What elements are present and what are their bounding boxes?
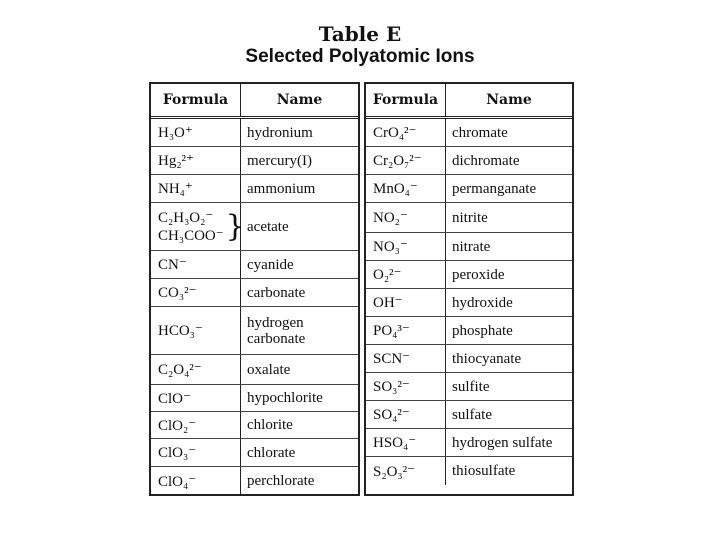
formula-cell [366,401,446,428]
formula-text: ClO⁻ [158,390,191,407]
table-row [151,203,358,251]
table-row [366,317,572,345]
name-cell: thiocyanate [452,350,522,367]
formula-text: Cr₂O₇²⁻ [373,153,422,169]
table-row [366,203,572,233]
table-row [151,147,358,175]
name-cell: mercury(I) [247,152,312,169]
formula-text: SCN⁻ [373,351,411,367]
formula-cell [151,279,241,306]
formula-cell [366,429,446,456]
formula-cell [366,261,446,288]
name-cell: dichromate [452,152,520,169]
name-cell: nitrite [452,209,488,226]
formula-text: ClO₃⁻ [158,445,197,461]
name-cell: hydronium [247,124,313,141]
table-row [151,175,358,203]
formula-text: HCO₃⁻ [158,323,203,339]
formula-header: Formula [151,84,241,116]
table-row [151,412,358,439]
table-row [366,233,572,261]
formula-text: NH₄⁺ [158,181,193,197]
table-row [366,119,572,147]
name-cell: chlorate [247,444,296,461]
table-row [151,439,358,467]
formula-text: NO₂⁻ [373,210,408,226]
name-cell: nitrate [452,238,491,255]
name-cell: hydrogen sulfate [452,434,553,451]
formula-text: CrO₄²⁻ [373,125,417,141]
formula-text: H₃O⁺ [158,125,193,141]
ions-table-right [364,82,574,496]
formula-text: MnO₄⁻ [373,181,418,197]
formula-text: ClO₄⁻ [158,473,197,490]
table-row [366,261,572,289]
formula-cell [151,385,241,411]
table-row [366,289,572,317]
table-row [151,119,358,147]
formula-text: PO₄³⁻ [373,323,410,339]
name-cell: thiosulfate [452,463,516,479]
name-cell: perchlorate [247,473,315,489]
formula-cell [366,317,446,344]
table-row [366,401,572,429]
table-row [366,147,572,175]
formula-cell [151,355,241,384]
formula-cell [366,345,446,372]
formula-text: CN⁻ [158,257,187,273]
formula-text: Hg₂²⁺ [158,153,194,169]
table-row [151,385,358,412]
formula-cell [151,175,241,202]
name-cell: hydroxide [452,294,513,311]
name-cell: cyanide [247,256,294,273]
table-title: Table E [318,22,402,46]
formula-text: C₂O₄²⁻ [158,362,202,378]
formula-cell [366,373,446,400]
formula-cell [151,439,241,466]
formula-text-alt: CH₃COO⁻ [158,227,224,244]
name-cell: peroxide [452,266,505,283]
formula-text: SO₃²⁻ [373,379,410,395]
formula-text: O₂²⁻ [373,267,402,283]
name-cell: sulfite [452,378,490,395]
ions-table-left [149,82,360,496]
formula-cell [151,412,241,438]
formula-cell [366,147,446,174]
formula-cell [151,467,241,495]
formula-text: HSO₄⁻ [373,435,417,451]
name-cell: chlorite [247,417,293,433]
table-row [151,467,358,495]
name-cell: carbonate [247,284,306,301]
header-row [366,84,572,119]
table-row [366,457,572,485]
name-cell: permanganate [452,180,537,197]
name-header: Name [486,92,532,108]
name-header: Name [276,92,323,108]
name-cell: sulfate [452,406,492,423]
formula-cell [366,175,446,202]
formula-cell [366,457,446,485]
formula-text: C₂H₃O₂⁻ [158,209,214,226]
formula-text: SO₄²⁻ [373,407,410,423]
table-row [366,175,572,203]
formula-cell [366,203,446,232]
formula-cell [366,233,446,260]
formula-text: NO₃⁻ [373,239,408,255]
table-row [151,307,358,355]
name-cell: ammonium [247,180,316,197]
formula-cell [151,251,241,278]
formula-cell [151,307,241,354]
header-row [151,84,358,119]
formula-text: S₂O₃²⁻ [373,463,416,480]
table-subtitle: Selected Polyatomic Ions [245,46,475,67]
table-row [366,429,572,457]
name-cell: chromate [452,124,508,141]
table-row [151,355,358,385]
formula-cell [151,203,245,250]
brace-symbol: } [225,208,245,244]
formula-cell [151,147,241,174]
name-cell: oxalate [247,361,291,378]
formula-text: ClO₂⁻ [158,417,197,434]
name-cell: acetate [247,218,289,235]
formula-cell [366,119,446,146]
formula-cell [366,289,446,316]
formula-text: OH⁻ [373,295,403,311]
table-row [366,345,572,373]
formula-text: CO₃²⁻ [158,285,197,301]
table-row [151,279,358,307]
name-cell: hydrogen carbonate [247,314,306,347]
name-cell: hypochlorite [247,390,323,406]
table-row [366,373,572,401]
formula-cell [151,119,241,146]
formula-header: Formula [366,84,446,116]
name-cell: phosphate [452,322,513,339]
table-row [151,251,358,279]
